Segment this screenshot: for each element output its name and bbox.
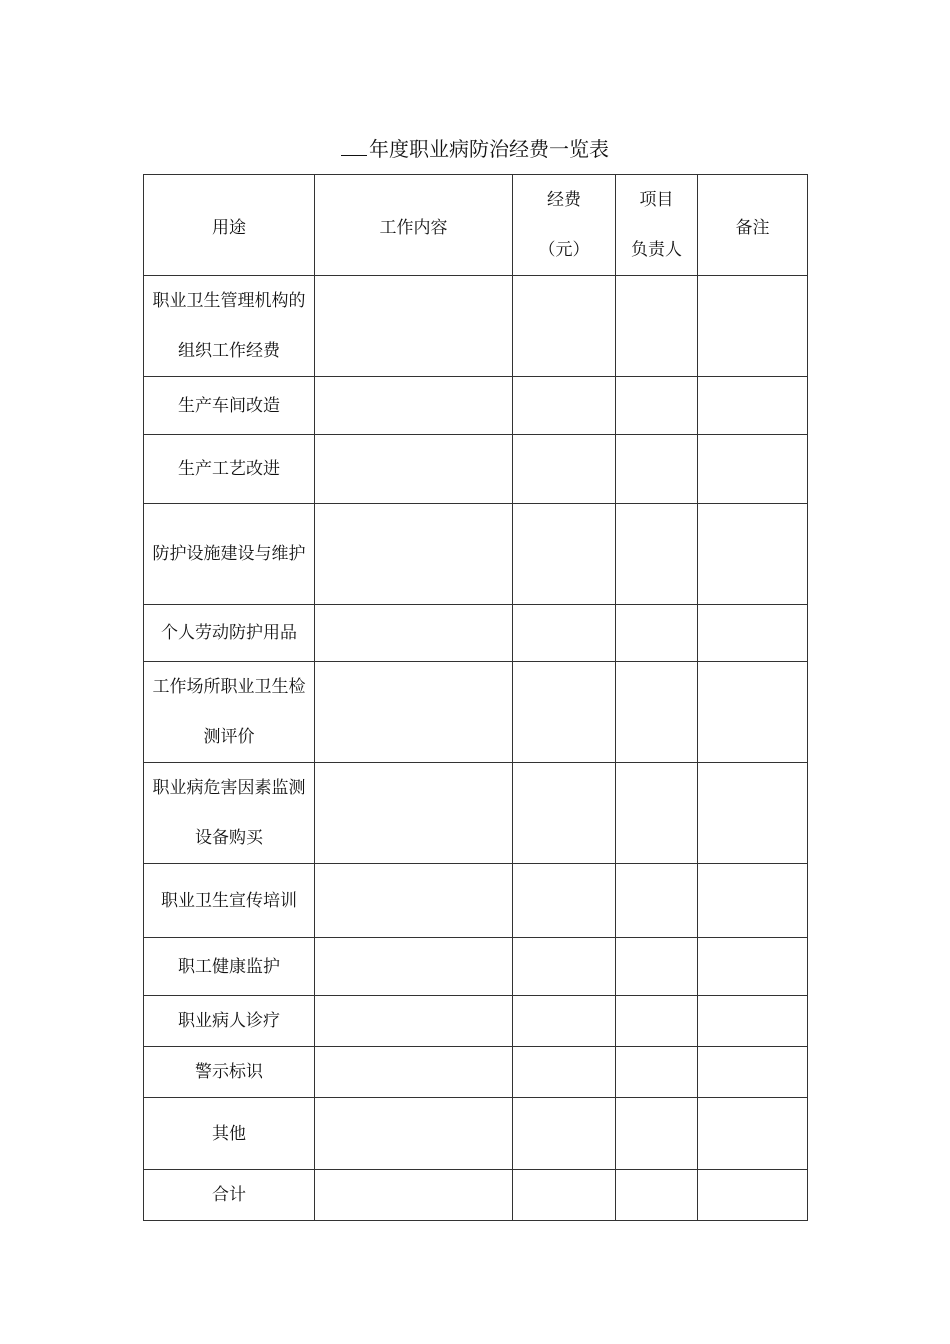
year-blank (341, 137, 367, 156)
row-remark-cell[interactable] (698, 996, 808, 1047)
row-remark-cell[interactable] (698, 605, 808, 662)
row-purpose (144, 1170, 315, 1221)
table-row (144, 435, 808, 504)
row-purpose (144, 938, 315, 996)
row-cost-cell[interactable] (513, 662, 616, 763)
table-row (144, 864, 808, 938)
row-cost-cell[interactable] (513, 276, 616, 377)
row-purpose (144, 605, 315, 662)
row-remark-cell[interactable] (698, 276, 808, 377)
row-purpose (144, 435, 315, 504)
row-content-cell[interactable] (315, 276, 513, 377)
row-remark-cell[interactable] (698, 864, 808, 938)
row-content-cell[interactable] (315, 1047, 513, 1098)
header-owner (616, 175, 698, 276)
row-content-cell[interactable] (315, 435, 513, 504)
row-owner-cell[interactable] (616, 1170, 698, 1221)
header-remark (698, 175, 808, 276)
page-title (0, 133, 950, 165)
row-content-cell[interactable] (315, 377, 513, 435)
table-row (144, 662, 808, 763)
row-purpose (144, 377, 315, 435)
row-remark-cell[interactable] (698, 662, 808, 763)
row-purpose-label: 生产车间改造 (178, 395, 280, 416)
row-content-cell[interactable] (315, 864, 513, 938)
header-purpose-label: 用途 (212, 217, 246, 238)
row-owner-cell[interactable] (616, 435, 698, 504)
table-row (144, 763, 808, 864)
row-content-cell[interactable] (315, 938, 513, 996)
fund-table (143, 174, 808, 1221)
row-owner-cell[interactable] (616, 276, 698, 377)
row-owner-cell[interactable] (616, 377, 698, 435)
table-row (144, 1098, 808, 1170)
row-cost-cell[interactable] (513, 377, 616, 435)
header-cost-label-1: 经费 (547, 190, 581, 210)
row-purpose (144, 996, 315, 1047)
table-row (144, 504, 808, 605)
row-cost-cell[interactable] (513, 1098, 616, 1170)
row-owner-cell[interactable] (616, 605, 698, 662)
row-purpose-label: 生产工艺改进 (178, 459, 280, 479)
row-remark-cell[interactable] (698, 435, 808, 504)
row-purpose-label: 个人劳动防护用品 (161, 623, 297, 643)
row-purpose-label: 工作场所职业卫生检测评价 (152, 677, 306, 747)
row-purpose (144, 662, 315, 763)
row-owner-cell[interactable] (616, 938, 698, 996)
row-owner-cell[interactable] (616, 996, 698, 1047)
row-content-cell[interactable] (315, 605, 513, 662)
row-cost-cell[interactable] (513, 1047, 616, 1098)
row-owner-cell[interactable] (616, 504, 698, 605)
row-remark-cell[interactable] (698, 763, 808, 864)
row-purpose-label: 职业卫生管理机构的组织工作经费 (152, 291, 306, 361)
row-purpose (144, 763, 315, 864)
row-cost-cell[interactable] (513, 435, 616, 504)
table-row (144, 996, 808, 1047)
row-purpose-label: 职工健康监护 (178, 956, 280, 977)
row-cost-cell[interactable] (513, 763, 616, 864)
row-owner-cell[interactable] (616, 1098, 698, 1170)
header-cost-label-2: （元） (538, 240, 590, 260)
table-row (144, 377, 808, 435)
row-purpose (144, 504, 315, 605)
row-remark-cell[interactable] (698, 1098, 808, 1170)
header-owner-label-1: 项目 (639, 190, 674, 210)
row-purpose-label: 防护设施建设与维护 (152, 544, 306, 564)
header-remark-label: 备注 (735, 217, 770, 238)
row-content-cell[interactable] (315, 662, 513, 763)
row-cost-cell[interactable] (513, 605, 616, 662)
row-purpose-label: 合计 (212, 1185, 246, 1205)
row-content-cell[interactable] (315, 504, 513, 605)
header-content (315, 175, 513, 276)
row-purpose-label: 警示标识 (195, 1062, 263, 1082)
row-content-cell[interactable] (315, 1098, 513, 1170)
row-cost-cell[interactable] (513, 996, 616, 1047)
row-remark-cell[interactable] (698, 377, 808, 435)
row-cost-cell[interactable] (513, 938, 616, 996)
row-remark-cell[interactable] (698, 938, 808, 996)
table-row (144, 938, 808, 996)
title-text: 年度职业病防治经费一览表 (369, 137, 609, 161)
header-content-label: 工作内容 (379, 217, 448, 238)
row-cost-cell[interactable] (513, 504, 616, 605)
row-remark-cell[interactable] (698, 1170, 808, 1221)
row-purpose (144, 1047, 315, 1098)
row-cost-cell[interactable] (513, 864, 616, 938)
row-purpose (144, 1098, 315, 1170)
header-owner-label-2: 负责人 (631, 240, 682, 260)
row-owner-cell[interactable] (616, 662, 698, 763)
row-owner-cell[interactable] (616, 864, 698, 938)
row-purpose-label: 职业病人诊疗 (178, 1011, 280, 1031)
header-row (144, 175, 808, 276)
header-cost (513, 175, 616, 276)
row-cost-cell[interactable] (513, 1170, 616, 1221)
row-content-cell[interactable] (315, 763, 513, 864)
row-remark-cell[interactable] (698, 1047, 808, 1098)
table-row (144, 605, 808, 662)
row-remark-cell[interactable] (698, 504, 808, 605)
table-row (144, 1047, 808, 1098)
row-purpose-label: 职业病危害因素监测设备购买 (152, 778, 306, 848)
table-row (144, 1170, 808, 1221)
row-purpose (144, 276, 315, 377)
row-content-cell[interactable] (315, 1170, 513, 1221)
row-purpose-label: 职业卫生宣传培训 (161, 890, 297, 911)
row-purpose-label: 其他 (212, 1123, 246, 1144)
row-owner-cell[interactable] (616, 1047, 698, 1098)
row-content-cell[interactable] (315, 996, 513, 1047)
header-purpose (144, 175, 315, 276)
row-purpose (144, 864, 315, 938)
table-row (144, 276, 808, 377)
row-owner-cell[interactable] (616, 763, 698, 864)
